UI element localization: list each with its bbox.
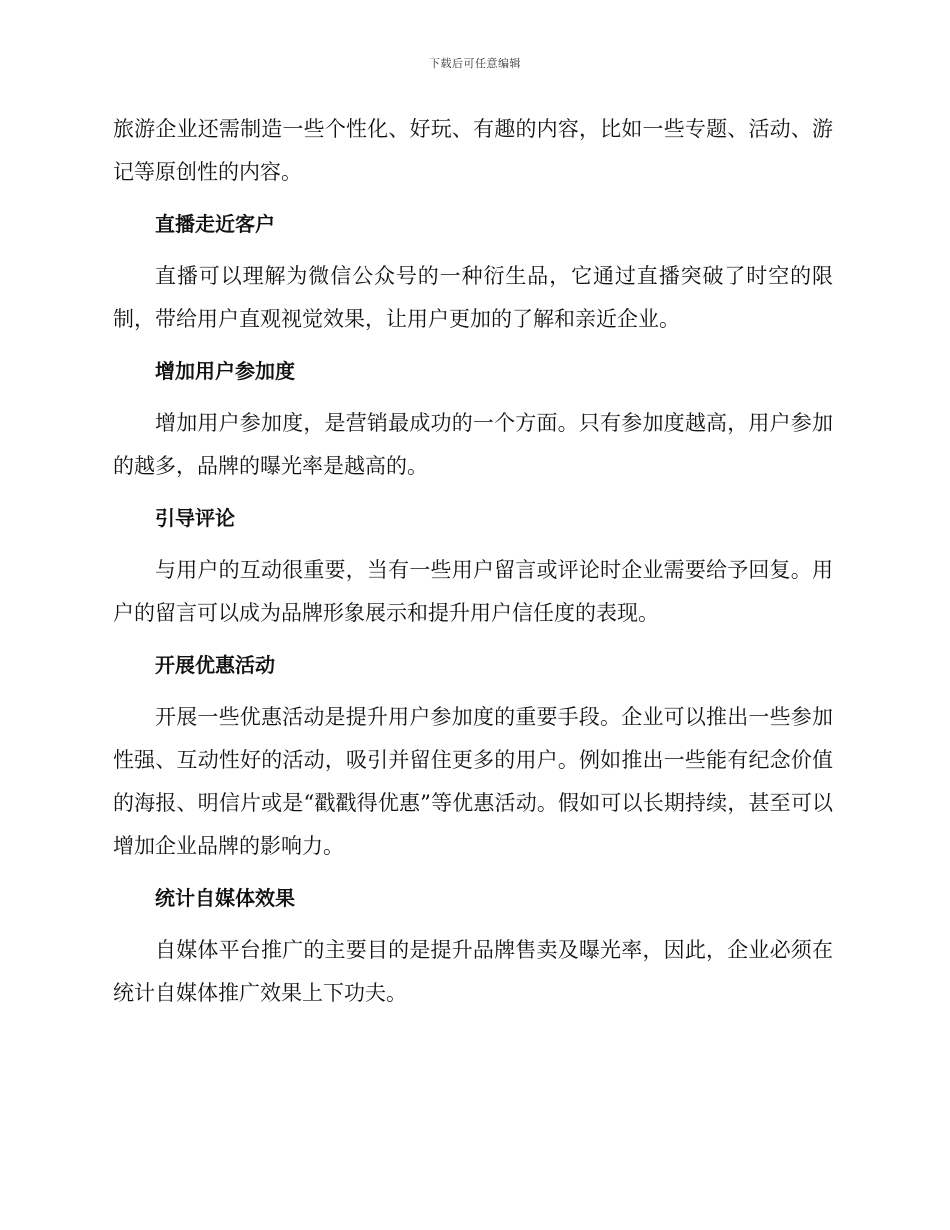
paragraph-intro: 旅游企业还需制造一些个性化、好玩、有趣的内容，比如一些专题、活动、游记等原创性的内容。	[113, 117, 833, 184]
section-heading-engagement: 增加用户参加度	[155, 359, 295, 383]
section-heading-comments: 引导评论	[155, 506, 235, 530]
section-heading-live-stream: 直播走近客户	[155, 212, 275, 236]
paragraph-live-stream: 直播可以理解为微信公众号的一种衍生品，它通过直播突破了时空的限制，带给用户直观视觉效果，让用户更加的了解和亲近企业。	[113, 264, 833, 331]
section-heading-metrics: 统计自媒体效果	[155, 886, 295, 910]
paragraph-engagement: 增加用户参加度，是营销最成功的一个方面。只有参加度越高，用户参加的越多，品牌的曝光率是越高的。	[113, 411, 833, 478]
paragraph-metrics: 自媒体平台推广的主要目的是提升品牌售卖及曝光率，因此，企业必须在统计自媒体推广效果上下功夫。	[113, 938, 833, 1005]
section-heading-promotions: 开展优惠活动	[155, 653, 275, 677]
paragraph-comments: 与用户的互动很重要，当有一些用户留言或评论时企业需要给予回复。用户的留言可以成为品牌形象展示和提升用户信任度的表现。	[113, 558, 833, 625]
page-header: 下载后可任意编辑	[429, 57, 521, 70]
paragraph-promotions: 开展一些优惠活动是提升用户参加度的重要手段。企业可以推出一些参加性强、互动性好的活动，吸引并留住更多的用户。例如推出一些能有纪念价值的海报、明信片或是“戳戳得优惠”等优惠活动。假如可以长期持续，甚至可以增加企业品牌的影响力。	[113, 705, 833, 858]
document-body	[113, 108, 833, 1024]
